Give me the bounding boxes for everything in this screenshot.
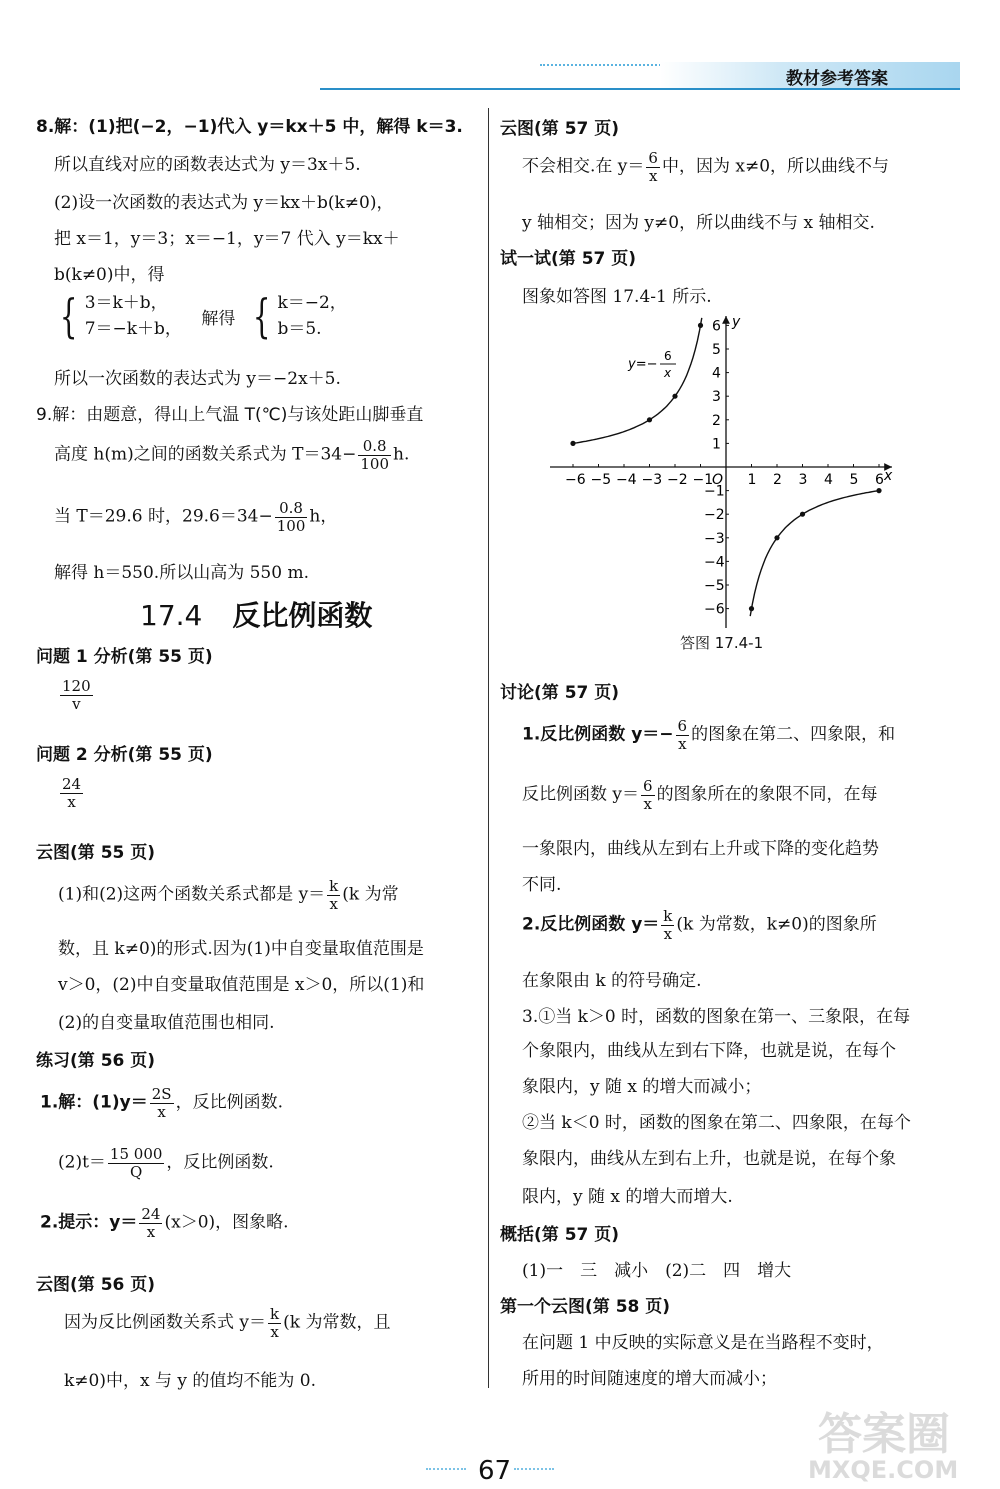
x-tick-label: −2 (667, 472, 688, 488)
data-point (749, 606, 754, 611)
series-line-2 (750, 490, 881, 616)
tl-line2 (522, 778, 878, 812)
p1-answer (58, 678, 95, 712)
lx-1b: ，反比例函数. (175, 1092, 283, 1113)
frac-num: k (663, 907, 673, 925)
tl-heading: 讨论(第 57 页) (500, 683, 620, 703)
tl-5a: 2.反比例函数 y＝ (522, 914, 660, 935)
frac-den: x (678, 734, 687, 753)
frac-den: x (157, 1102, 166, 1121)
q8-line3: (2)设一次函数的表达式为 y＝kx＋b(k≠0)， (54, 193, 394, 213)
system-b (277, 290, 346, 343)
q9-2b: h. (393, 444, 410, 465)
frac-num: k (329, 877, 339, 895)
sys-a2: 7＝−k＋b， (84, 319, 182, 340)
y-tick-label: −3 (704, 530, 725, 547)
system-a (85, 290, 182, 343)
x-tick-label: 2 (773, 472, 782, 488)
y-tick-label: 2 (712, 412, 721, 429)
fraction (60, 776, 83, 810)
tl-line8: 个象限内，曲线从左到右下降，也就是说，在每个 (522, 1041, 896, 1061)
x-tick-label: −3 (641, 472, 663, 488)
gk-heading: 概括(第 57 页) (500, 1225, 620, 1245)
yt55-heading: 云图(第 55 页) (36, 843, 156, 863)
frac-den: v (72, 694, 81, 713)
frac-den: x (67, 792, 76, 811)
tl-line7: 3.①当 k＞0 时，函数的图象在第一、三象限，在每 (522, 1007, 911, 1027)
q8-line1 (36, 112, 463, 137)
q9-2a: 高度 h(m)之间的函数关系式为 T＝34− (54, 444, 357, 465)
curve-label-lhs: y=− (628, 357, 658, 372)
curve-label-den: x (664, 366, 672, 380)
tl-line3: 一象限内，曲线从左到右上升或下降的变化趋势 (522, 839, 879, 859)
yt58-line1: 在问题 1 中反映的实际意义是在当路程不变时， (522, 1333, 884, 1353)
watermark-url: MXQE.COM (808, 1456, 959, 1484)
yt55-line3: v＞0，(2)中自变量取值范围是 x＞0，所以(1)和 (58, 975, 425, 995)
yt56-1a: 因为反比例函数关系式 y＝ (64, 1312, 267, 1333)
yt55-1b: (k 为常 (342, 884, 399, 905)
fraction (268, 1306, 281, 1340)
y-tick-label: 1 (712, 436, 721, 453)
lx56-heading: 练习(第 56 页) (36, 1051, 156, 1071)
tl-line9: 象限内，y 随 x 的增大而减小； (522, 1077, 762, 1097)
yt57-1a: 不会相交.在 y＝ (522, 156, 645, 177)
q8-line6: 所以一次函数的表达式为 y＝−2x＋5. (54, 369, 341, 389)
frac-den: x (146, 1222, 156, 1241)
tl-1b: 的图象在第二、四象限，和 (691, 724, 896, 745)
sys-b1: k＝−2， (277, 293, 347, 313)
sys57-heading: 试一试(第 57 页) (500, 249, 637, 269)
y-tick-label: −1 (704, 483, 725, 500)
tl-2a: 反比例函数 y＝ (522, 784, 640, 805)
yt56-1b: (k 为常数，且 (283, 1312, 391, 1333)
lx-3b: (x＞0)，图象略. (164, 1212, 289, 1233)
q9-line2 (54, 438, 409, 472)
x-tick-label: 6 (875, 472, 884, 488)
frac-den: x (648, 166, 658, 185)
lx-line3 (40, 1206, 289, 1240)
sys57-line1: 图象如答图 17.4-1 所示. (522, 287, 712, 307)
q9-line3 (54, 500, 337, 534)
tl-5b: (k 为常数，k≠0)的图象所 (676, 914, 877, 935)
frac-num: 0.8 (275, 500, 308, 518)
sys-a1: 3＝k＋b， (84, 293, 168, 313)
frac-num: 6 (648, 149, 658, 167)
x-tick-label: 1 (747, 472, 757, 488)
lx-line1 (40, 1086, 283, 1120)
fraction (661, 908, 674, 942)
frac-num: 2S (151, 1085, 172, 1103)
x-tick-label: −4 (616, 472, 637, 488)
section-number: 17.4 (140, 599, 203, 632)
y-tick-label: −6 (704, 601, 725, 618)
tl-2b: 的图象所在的象限不同，在每 (656, 784, 878, 805)
curve-label (627, 349, 676, 380)
frac-num: 24 (62, 775, 82, 793)
frac-num: k (270, 1305, 280, 1323)
data-point (647, 417, 652, 422)
y-tick-label: −5 (704, 578, 725, 594)
gk-line1: (1)一 三 减小 (2)二 四 增大 (522, 1261, 792, 1281)
y-tick-label: −4 (704, 554, 725, 571)
x-tick-label: 4 (824, 472, 833, 488)
left-brace: { (59, 289, 78, 344)
yt58-heading: 第一个云图(第 58 页) (500, 1297, 671, 1317)
lx-2b: ，反比例函数. (166, 1152, 274, 1173)
yt55-line1 (58, 878, 399, 912)
yt56-line2: k≠0)中，x 与 y 的值均不能为 0. (64, 1371, 317, 1391)
q9-line1: 9.解：由题意，得山上气温 T(℃)与该处距山脚垂直 (36, 405, 424, 425)
yt58-line2: 所用的时间随速度的增大而减小； (522, 1369, 777, 1389)
tl-line11: 象限内，曲线从左到右上升，也就是说，在每个象 (522, 1149, 896, 1169)
q8-line2: 所以直线对应的函数表达式为 y＝3x＋5. (54, 155, 361, 175)
frac-den: x (643, 794, 653, 813)
watermark-logo: 答案圈 (818, 1409, 950, 1460)
lx-1a: 1.解：(1)y＝ (40, 1092, 148, 1113)
equation-system (54, 290, 347, 343)
header-title: 教材参考答案 (786, 69, 888, 89)
p1-heading: 问题 1 分析(第 55 页) (36, 647, 213, 667)
data-point (698, 323, 703, 328)
y-tick-label: 6 (712, 318, 721, 335)
tl-line1 (522, 718, 895, 752)
frac-den: x (329, 894, 338, 913)
column-divider (488, 108, 489, 1388)
yt57-1b: 中，因为 x≠0，所以曲线不与 (661, 156, 890, 177)
x-tick-label: −5 (590, 472, 612, 488)
lx-2a: (2)t＝ (58, 1152, 106, 1173)
section-title (140, 594, 372, 634)
y-axis-label: y (732, 314, 741, 330)
x-tick-label: 5 (849, 472, 859, 488)
q9-line4: 解得 h＝550.所以山高为 550 m. (54, 563, 309, 583)
yt56-heading: 云图(第 56 页) (36, 1275, 156, 1295)
y-tick-label: 3 (712, 389, 721, 406)
frac-num: 24 (141, 1205, 161, 1223)
tl-line4: 不同. (522, 875, 562, 895)
origin-label: O (712, 472, 724, 488)
tl-line10: ②当 k＜0 时，函数的图象在第二、四象限，在每个 (522, 1113, 911, 1133)
data-point (876, 488, 881, 493)
fraction (676, 718, 690, 752)
q8-text-1: 8.解：(1)把(−2，−1)代入 y＝kx＋5 中，解得 k＝3. (36, 117, 463, 137)
frac-den: Q (130, 1162, 143, 1181)
tl-line12: 限内，y 随 x 的增大而增大. (522, 1187, 733, 1207)
tl-line5 (522, 908, 877, 942)
yt55-1a: (1)和(2)这两个函数关系式都是 y＝ (58, 884, 326, 905)
data-point (800, 512, 805, 517)
q9-3a: 当 T＝29.6 时，29.6＝34− (54, 506, 273, 527)
series-line-1 (571, 318, 702, 444)
frac-num: 0.8 (358, 438, 391, 456)
data-point (672, 394, 677, 399)
footer-deco-right (514, 1468, 554, 1472)
frac-den: 100 (360, 454, 389, 473)
page-number: 67 (478, 1456, 512, 1486)
yt57-line2: y 轴相交；因为 y≠0，所以曲线不与 x 轴相交. (522, 213, 875, 233)
fraction (108, 1146, 165, 1180)
yt57-line1 (522, 150, 889, 184)
y-tick-label: 5 (712, 342, 721, 358)
hyperbola-chart (550, 310, 910, 650)
tl-line6: 在象限由 k 的符号确定. (522, 971, 702, 991)
y-tick-label: −2 (704, 507, 725, 524)
q8-line4: 把 x＝1，y＝3；x＝−1，y＝7 代入 y＝kx＋ (54, 229, 400, 249)
footer-deco-left (426, 1468, 466, 1472)
frac-den: x (663, 924, 673, 943)
sys-mid: 解得 (201, 308, 236, 329)
fraction (139, 1206, 162, 1240)
fraction (275, 500, 308, 534)
q8-line5: b(k≠0)中，得 (54, 265, 165, 285)
yt55-line4: (2)的自变量取值范围也相同. (58, 1013, 275, 1033)
fraction (150, 1086, 174, 1120)
p2-heading: 问题 2 分析(第 55 页) (36, 745, 213, 765)
frac-den: 100 (276, 516, 306, 535)
lx-line2 (58, 1146, 274, 1180)
data-point (570, 441, 575, 446)
x-tick-label: −6 (565, 472, 586, 488)
yt55-line2: 数，且 k≠0)的形式.因为(1)中自变量取值范围是 (58, 939, 424, 959)
fraction (646, 150, 660, 184)
frac-den: x (270, 1322, 279, 1341)
data-point (774, 535, 779, 540)
fraction (327, 878, 340, 912)
fraction (60, 678, 93, 712)
frac-num: 6 (677, 717, 688, 735)
lx-3a: 2.提示：y＝ (40, 1212, 138, 1233)
figure-caption: 答图 17.4-1 (680, 634, 764, 652)
q9-3b: h， (309, 506, 338, 527)
tl-1a: 1.反比例函数 y＝− (522, 724, 674, 745)
curve-label-num: 6 (664, 349, 672, 363)
y-tick-label: 4 (712, 365, 721, 382)
yt57-heading: 云图(第 57 页) (500, 119, 620, 139)
frac-num: 6 (643, 777, 653, 795)
yt56-line1 (64, 1306, 390, 1340)
fraction (641, 778, 655, 812)
p2-answer (58, 776, 85, 810)
sys-b2: b＝5. (277, 319, 322, 340)
x-tick-label: −1 (692, 472, 714, 488)
fraction (358, 438, 391, 472)
right-brace: { (252, 289, 271, 344)
x-axis-label: x (884, 468, 893, 484)
frac-num: 15 000 (109, 1145, 163, 1163)
section-name: 反比例函数 (232, 599, 373, 632)
x-tick-label: 3 (798, 472, 808, 488)
frac-num: 120 (62, 677, 91, 695)
